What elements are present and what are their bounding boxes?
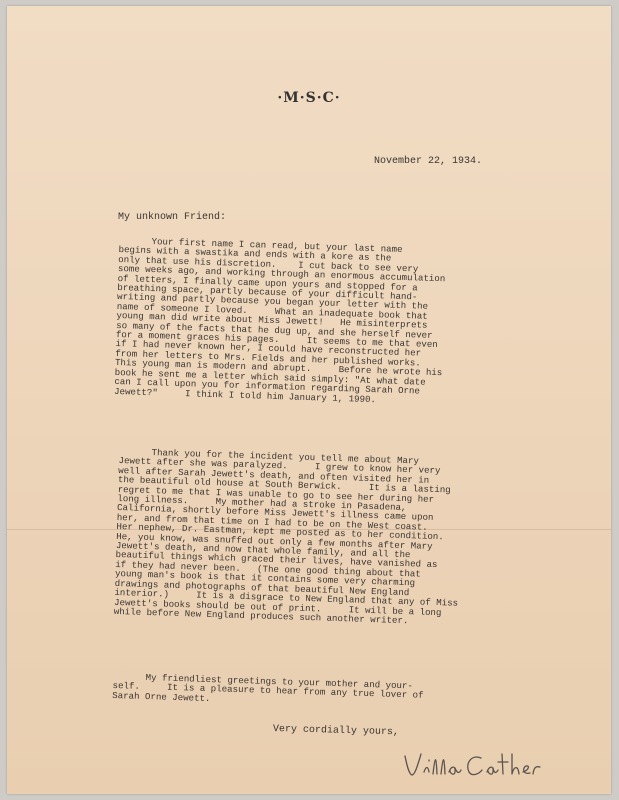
closing: Very cordially yours, xyxy=(272,724,400,739)
letter-date: November 22, 1934. xyxy=(374,156,483,167)
body-paragraph-1: Your first name I can read, but your last name begins with a swastika and ends with a kore as the only that use his discretion. I cut back to see very some weeks ago, and working through an enormous accumulation of letters, I finally came upon yours and stopped for a breathing space, partly because of your difficult hand- writing and partly because you began your letter with the name of someone I loved. What an inadequate book that young man did write about Miss Jewett! He misinterprets so many of the facts that he dug up, and she herself never for a moment graces his pages. It seems to me that even if I had never known her, I could have reconstructed her from her letters to Mrs. Fields and her published works. This young man is modern and abrupt. Before he wrote his book he sent me a letter which said simply: "At what date can I call upon you for information regarding Sarah Orne Jewett?" I think I told him January 1, 1990. xyxy=(113,235,446,405)
body-paragraph-2: Thank you for the incident you tell me about Mary Jewett after she was paralyzed. I grew to know her very well after Sarah Jewett's death, and often visited her in the beautiful old house at South Berwick. It is a lasting regret to me that I was unable to go to see her during her long illness. My mother had a stroke in Pasadena, California, shortly before Miss Jewett's illness came upon her, and from that time on I had to be on the West coast. Her nephew, Dr. Eastman, kept me posted as to her condition. He, you know, was snuffed out only a few months after Mary Jewett's death, and now that whole family, and all the beautiful things which graced their lives, have vanished as if they had never been. (The one good thing about that young man's book is that it contains some very charming drawings and photographs of that beautiful New England interior.) It is a disgrace to New England that any of Miss Jewett's books should be out of print. It will be a long while before New England produces such another writer. xyxy=(113,446,459,627)
handwritten-signature xyxy=(399,748,549,784)
salutation: My unknown Friend: xyxy=(118,212,227,223)
body-paragraph-3: My friendliest greetings to your mother and your- self. It is a pleasure to hear from any true lover of Sarah Orne Jewett. xyxy=(112,671,424,704)
letterhead-monogram: ·M·S·C· xyxy=(277,90,341,106)
signature-strokes xyxy=(405,754,540,775)
letter-sheet xyxy=(7,6,611,794)
